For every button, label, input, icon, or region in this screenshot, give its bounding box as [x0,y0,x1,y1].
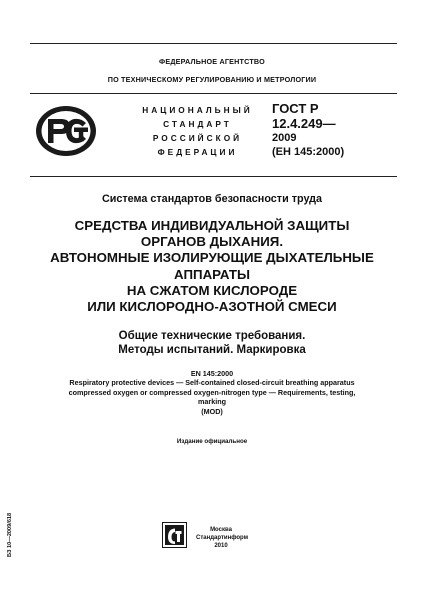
main-title-line: НА СЖАТОМ КИСЛОРОДЕ [126,282,298,298]
gost-designation [272,101,344,159]
national-standard-line: СТАНДАРТ [163,119,232,129]
agency-subtitle: ПО ТЕХНИЧЕСКОМУ РЕГУЛИРОВАНИЮ И МЕТРОЛОГИИ [107,75,317,84]
subtitle [0,329,424,357]
en-title-line: Respiratory protective devices — Self-contained closed-circuit breathing apparatus [69,378,355,388]
main-title-line: АВТОНОМНЫЕ ИЗОЛИРУЮЩИЕ ДЫХАТЕЛЬНЫЕ [50,250,374,266]
top-rule [30,43,397,44]
system-title: Система стандартов безопасности труда [101,193,323,205]
national-standard-line: ФЕДЕРАЦИИ [157,147,238,157]
main-title-line: ОРГАНОВ ДЫХАНИЯ. [140,234,284,250]
agency-name: ФЕДЕРАЛЬНОЕ АГЕНТСТВО [159,57,265,66]
middle-rule [30,93,397,94]
subtitle-line: Общие технические требования. [118,330,306,342]
publisher-block [196,527,249,550]
national-standard-line: НАЦИОНАЛЬНЫЙ [142,105,253,115]
gost-en-reference: (ЕН 145:2000) [272,146,345,158]
subtitle-line: Методы испытаний. Маркировка [118,344,306,356]
bottom-rule [30,176,397,177]
gost-prefix: ГОСТ Р [272,101,319,116]
main-title [0,218,424,315]
gost-number: 12.4.249— [272,116,336,131]
english-title [0,369,424,416]
gost-r-logo-icon [34,104,98,158]
side-code-text: БЗ 10—2009/618 [7,512,13,557]
national-standard-block [140,103,255,159]
gost-year: 2009 [272,132,297,144]
publisher-year: 2010 [214,542,228,549]
publisher-city: Москва [210,527,232,533]
en-title-line: marking [198,397,226,407]
main-title-line: АППАРАТЫ [174,266,250,282]
en-code: EN 145:2000 [190,369,234,378]
en-title-line: compressed oxygen or compressed oxygen-nitrogen type — Requirements, testing, [68,387,356,397]
main-title-line: СРЕДСТВА ИНДИВИДУАЛЬНОЙ ЗАЩИТЫ [74,218,350,233]
edition-label: Издание официальное [176,438,248,445]
en-title-line: (MOD) [201,406,223,416]
national-standard-line: РОССИЙСКОЙ [152,133,243,143]
publisher-logo-icon [162,522,187,548]
main-title-line: ИЛИ КИСЛОРОДНО-АЗОТНОЙ СМЕСИ [87,299,337,315]
publisher-name: Стандартинформ [196,534,249,541]
